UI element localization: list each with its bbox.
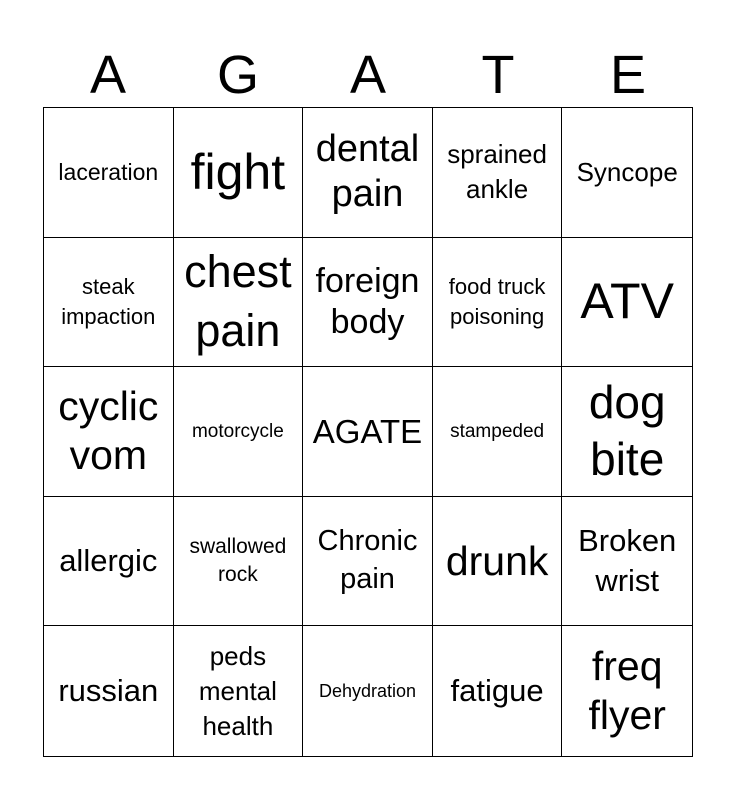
cell-label: freq flyer [588,643,666,739]
bingo-cell[interactable] [174,497,304,627]
cell-label: allergic [59,542,158,578]
bingo-cell[interactable] [44,497,174,627]
cell-label: chest pain [184,246,292,356]
header-letter-a-2: A [349,45,387,105]
cell-label: Dehydration [318,681,417,702]
bingo-cell[interactable] [433,108,563,238]
cell-label: ATV [580,273,674,330]
header-letter-g: G [216,45,259,105]
header-letter-a: A [89,45,127,105]
bingo-header [43,44,693,106]
cell-label: sprained ankle [447,139,547,205]
cell-label: peds mental health [198,640,277,741]
bingo-cell[interactable] [433,497,563,627]
bingo-cell[interactable] [303,497,433,627]
bingo-cell[interactable] [44,626,174,756]
cell-label: dental pain [315,127,420,216]
cell-label: dog bite [588,375,666,486]
bingo-cell[interactable] [303,367,433,497]
bingo-cell[interactable] [44,238,174,368]
cell-label: fatigue [450,673,544,709]
cell-label: laceration [58,158,159,185]
bingo-cell[interactable] [174,626,304,756]
bingo-cell[interactable] [433,238,563,368]
bingo-cell[interactable] [303,108,433,238]
cell-label: russian [58,673,159,709]
cell-label: cyclic vom [58,383,159,479]
header-letter-t: T [481,45,515,105]
cell-label: swallowed rock [189,534,287,587]
cell-label: food truck poisoning [448,274,546,329]
header-letter-e: E [609,45,647,105]
bingo-cell[interactable] [562,238,692,368]
cell-label: steak impaction [61,274,156,329]
bingo-cell[interactable] [174,238,304,368]
cell-label: Chronic pain [317,525,418,596]
bingo-cell[interactable] [562,626,692,756]
cell-label: motorcycle [191,420,284,442]
bingo-cell[interactable] [433,626,563,756]
bingo-board [43,107,693,757]
cell-label: Broken wrist [578,522,677,599]
bingo-cell[interactable] [562,108,692,238]
cell-label: fight [190,143,286,200]
bingo-cell[interactable] [44,108,174,238]
cell-label: foreign body [315,262,420,341]
bingo-cell[interactable] [562,497,692,627]
cell-label: Syncope [576,156,678,187]
bingo-cell[interactable] [174,108,304,238]
bingo-cell[interactable] [433,367,563,497]
cell-label: drunk [445,537,549,584]
cell-label: stampeded [450,420,545,442]
cell-label: AGATE [312,412,423,450]
bingo-cell[interactable] [174,367,304,497]
bingo-cell[interactable] [303,238,433,368]
bingo-cell[interactable] [44,367,174,497]
bingo-cell[interactable] [303,626,433,756]
bingo-cell[interactable] [562,367,692,497]
